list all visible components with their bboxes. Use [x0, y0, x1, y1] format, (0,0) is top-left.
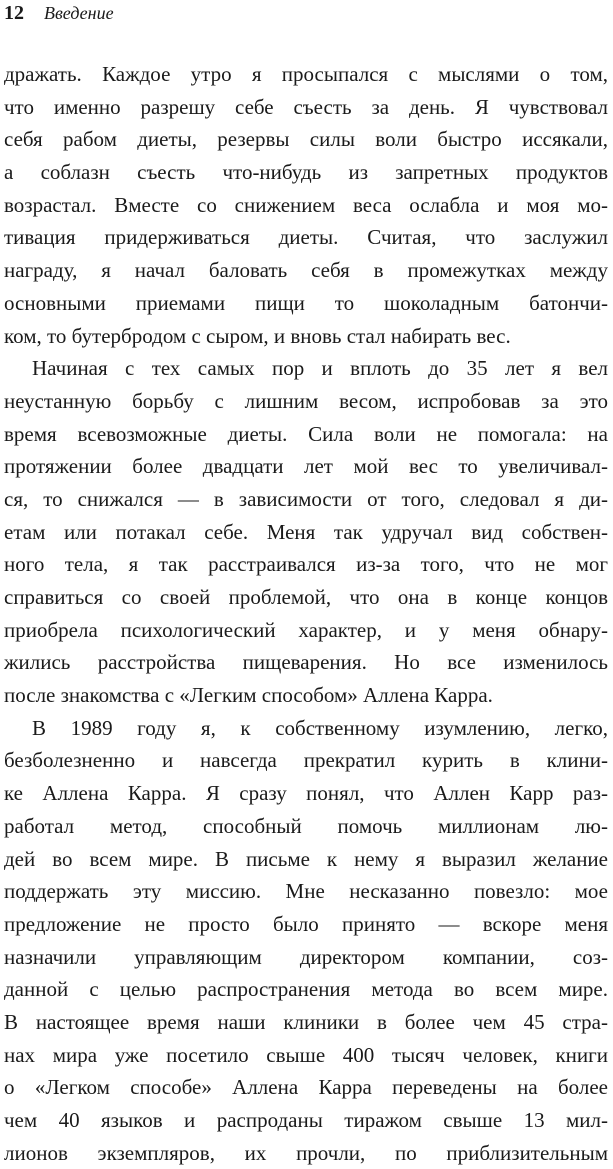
text-line: Начиная с тех самых пор и вплоть до 35 лет я вел	[32, 356, 608, 381]
section-title: Введение	[44, 3, 114, 23]
text-line: тивация придерживаться диеты. Считая, что заслужил	[4, 225, 608, 250]
text-line: данной с целью распространения метода во всем мире.	[4, 977, 608, 1002]
paragraph	[4, 712, 608, 1169]
text-line: работал метод, способный помочь миллионам лю-	[4, 813, 608, 838]
text-line: безболезненно и навсегда прекратил курить в клини-	[4, 748, 608, 773]
paragraph	[4, 58, 608, 352]
text-line: после знакомства с «Легким способом» Аллена Карра.	[4, 683, 493, 708]
text-line: ке Аллена Карра. Я сразу понял, что Аллен Карр раз-	[4, 781, 608, 806]
text-line: приобрела психологический характер, и у меня обнару-	[4, 617, 608, 642]
text-line: лионов экземпляров, их прочли, по приблизительным	[4, 1140, 608, 1165]
text-line: В настоящее время наши клиники в более чем 45 стра-	[4, 1009, 608, 1034]
text-line: чем 40 языков и распроданы тиражом свыше 13 мил-	[4, 1108, 608, 1132]
body-text	[4, 58, 608, 1169]
text-line: ся, то снижался — в зависимости от того, следовал я ди-	[4, 486, 608, 511]
text-line: награду, я начал баловать себя в промежутках между	[4, 258, 608, 283]
text-line: что именно разрешу себе съесть за день. Я чувствовал	[4, 94, 608, 119]
text-line: поддержать эту миссию. Мне несказанно повезло: мое	[4, 879, 608, 904]
text-line: возрастал. Вместе со снижением веса ослабла и моя мо-	[4, 192, 608, 217]
paragraph	[4, 352, 608, 712]
text-line: дей во всем мире. В письме к нему я выразил желание	[4, 846, 608, 871]
running-head	[4, 2, 114, 32]
text-line: назначили управляющим директором компании, соз-	[4, 944, 608, 969]
text-line: В 1989 году я, к собственному изумлению, легко,	[32, 715, 608, 740]
text-line: етам или потакал себе. Меня так удручал вид собствен-	[4, 519, 608, 544]
text-line: а соблазн съесть что-нибудь из запретных продуктов	[4, 160, 608, 185]
text-line: предложение не просто было принято — вскоре меня	[4, 911, 608, 936]
text-line: время всевозможные диеты. Сила воли не помогала: на	[4, 421, 608, 446]
text-line: ного тела, я так расстраивался из-за того, что не мог	[4, 552, 608, 577]
text-line: протяжении более двадцати лет мой вес то увеличивал-	[4, 454, 608, 479]
text-line: справиться со своей проблемой, что она в конце концов	[4, 585, 608, 609]
text-line: дражать. Каждое утро я просыпался с мыслями о том,	[4, 62, 608, 86]
text-line: себя рабом диеты, резервы силы воли быстро иссякали,	[4, 127, 608, 152]
text-line: жились расстройства пищеварения. Но все изменилось	[4, 650, 608, 675]
text-line: основными приемами пищи то шоколадным батончи-	[4, 290, 608, 315]
text-line: о «Легком способе» Аллена Карра переведены на более	[4, 1075, 608, 1100]
page-number: 12	[4, 2, 24, 24]
text-line: нах мира уже посетило свыше 400 тысяч человек, книги	[4, 1042, 608, 1067]
text-line: неустанную борьбу с лишним весом, испробовав за это	[4, 388, 608, 413]
text-line: ком, то бутербродом с сыром, и вновь стал набирать вес.	[4, 323, 511, 348]
